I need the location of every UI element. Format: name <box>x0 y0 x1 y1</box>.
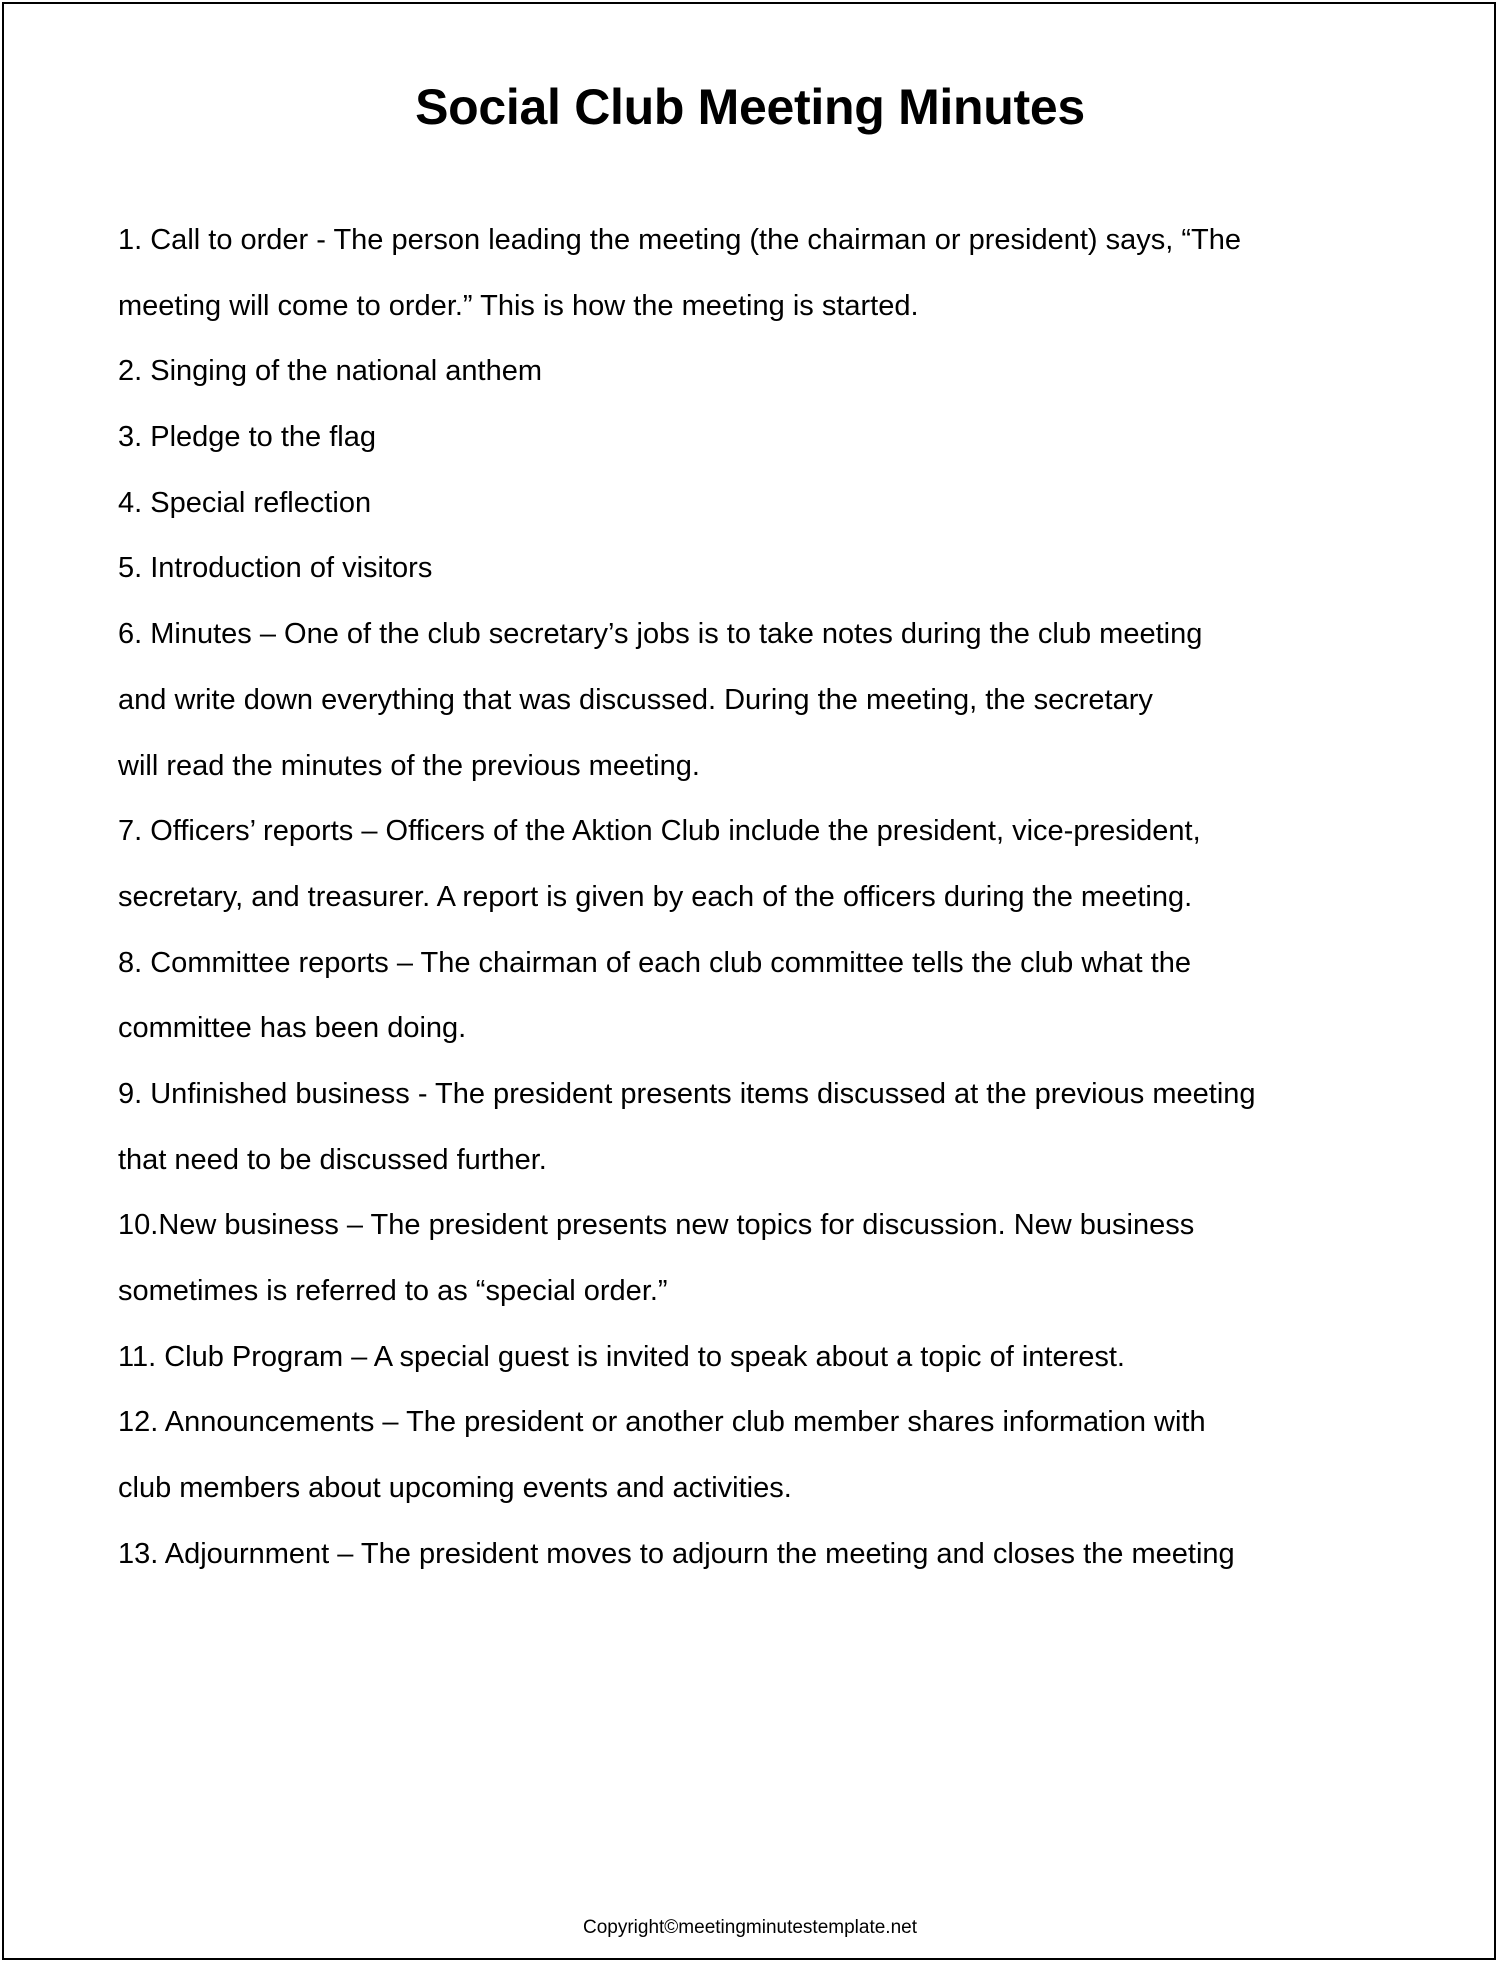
agenda-item-committee-reports <box>118 931 1400 1062</box>
agenda-item-minutes <box>118 602 1400 799</box>
agenda-item-announcements <box>118 1390 1400 1521</box>
agenda-item-line: 12. Announcements – The president or another club member shares information with <box>118 1406 1206 1439</box>
agenda-item-unfinished-business <box>118 1062 1400 1193</box>
agenda-item-club-program <box>118 1325 1400 1391</box>
agenda-item-line: 8. Committee reports – The chairman of each club committee tells the club what the <box>118 946 1191 979</box>
agenda-item-national-anthem <box>118 339 1400 405</box>
agenda-item-line: 3. Pledge to the flag <box>118 421 376 454</box>
agenda-item-line: 9. Unfinished business - The president presents items discussed at the previous meeting <box>118 1077 1256 1110</box>
agenda-item-line: club members about upcoming events and activities. <box>118 1472 792 1505</box>
agenda-item-line: 1. Call to order - The person leading the meeting (the chairman or president) says, “The <box>118 224 1241 256</box>
agenda-item-line: will read the minutes of the previous meeting. <box>118 749 700 782</box>
agenda-item-visitors <box>118 536 1400 602</box>
agenda-item-pledge <box>118 405 1400 471</box>
agenda-item-line: 13. Adjournment – The president moves to adjourn the meeting and closes the meeting <box>118 1537 1235 1570</box>
agenda-item-line: and write down everything that was discussed. During the meeting, the secretary <box>118 683 1153 716</box>
agenda-item-line: 2. Singing of the national anthem <box>118 355 543 388</box>
agenda-item-special-reflection <box>118 471 1400 537</box>
agenda-item-line: 10.New business – The president presents new topics for discussion. New business <box>118 1209 1195 1242</box>
agenda-item-line: secretary, and treasurer. A report is given by each of the officers during the meeting. <box>118 880 1193 913</box>
agenda-item-new-business <box>118 1193 1400 1324</box>
agenda-item-line: that need to be discussed further. <box>118 1143 547 1176</box>
page-title: Social Club Meeting Minutes <box>415 79 1085 135</box>
agenda-item-adjournment <box>118 1522 1400 1588</box>
agenda-item-line: 5. Introduction of visitors <box>118 552 433 585</box>
agenda-item-line: sometimes is referred to as “special order.” <box>118 1275 668 1307</box>
copyright-footer: Copyright©meetingminutestemplate.net <box>582 1917 917 1938</box>
agenda-list <box>118 208 1400 1587</box>
agenda-item-line: 11. Club Program – A special guest is invited to speak about a topic of interest. <box>118 1340 1125 1373</box>
agenda-item-line: 7. Officers’ reports – Officers of the Aktion Club include the president, vice-president, <box>118 815 1201 848</box>
agenda-item-call-to-order <box>118 208 1400 339</box>
agenda-item-officers-reports <box>118 799 1400 930</box>
agenda-item-line: meeting will come to order.” This is how the meeting is started. <box>118 289 919 322</box>
agenda-item-line: 4. Special reflection <box>118 486 372 519</box>
agenda-item-line: 6. Minutes – One of the club secretary’s jobs is to take notes during the club meeting <box>118 618 1203 651</box>
agenda-item-line: committee has been doing. <box>118 1012 467 1045</box>
